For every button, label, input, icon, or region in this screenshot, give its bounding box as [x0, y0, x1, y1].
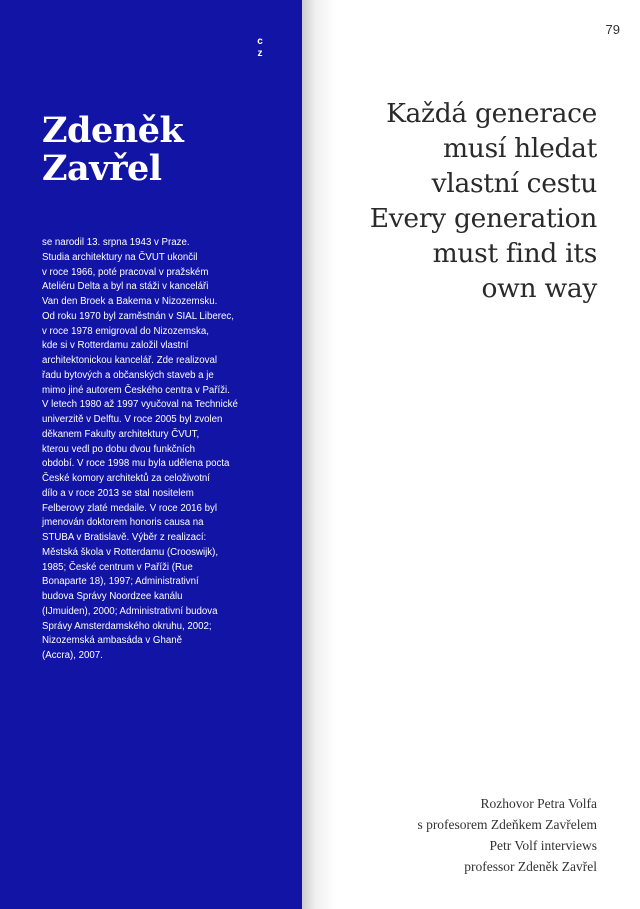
bio-line: řadu bytových a občanských staveb a je: [42, 369, 214, 381]
bio-line: (IJmuiden), 2000; Administrativní budova: [42, 605, 218, 617]
bio-line: kde si v Rotterdamu založil vlastní: [42, 340, 189, 352]
bio-line: dílo a v roce 2013 se stal nositelem: [42, 487, 194, 499]
credit-line: professor Zdeněk Zavřel: [464, 859, 597, 874]
author-name: [42, 112, 292, 188]
bio-line: České komory architektů za celoživotní: [42, 473, 210, 484]
bio-line: Nizozemská ambasáda v Ghaně: [42, 635, 183, 647]
title-en-line: Every generation: [369, 203, 597, 234]
language-code: [254, 36, 266, 60]
bio-line: Studia architektury na ČVUT ukončil: [42, 251, 198, 263]
bio-line: Od roku 1970 byl zaměstnán v SIAL Liberec,: [42, 310, 234, 322]
author-panel: [0, 0, 302, 909]
title-cz-line: Každá generace: [386, 98, 597, 129]
bio-line: Ateliéru Delta a byl na stáži v kanceláři: [42, 281, 209, 293]
author-name-line: Zdeněk: [42, 110, 184, 151]
author-name-line: Zavřel: [42, 148, 162, 189]
bio-line: architektonickou kancelář. Zde realizoval: [42, 355, 217, 366]
bio-line: Bonaparte 18), 1997; Administrativní: [42, 576, 199, 588]
language-code-letter: c: [257, 36, 263, 47]
bio-line: mimo jiné autorem Českého centra v Paříži.: [42, 384, 230, 396]
bio-line: Van den Broek a Bakema v Nizozemsku.: [42, 296, 218, 307]
title-en-line: must find its: [432, 238, 597, 269]
author-bio: [42, 236, 270, 664]
bio-line: Správy Amsterdamského okruhu, 2002;: [42, 620, 212, 632]
interview-credits: [337, 793, 597, 877]
bio-line: se narodil 13. srpna 1943 v Praze.: [42, 237, 190, 248]
bio-line: univerzitě v Delftu. V roce 2005 byl zvolen: [42, 414, 223, 425]
title-en-line: own way: [481, 273, 597, 304]
bio-line: V letech 1980 až 1997 vyučoval na Technické: [42, 399, 238, 411]
credit-line: Rozhovor Petra Volfa: [480, 796, 597, 811]
credit-line: Petr Volf interviews: [489, 838, 597, 853]
bio-line: 1985; České centrum v Paříži (Rue: [42, 561, 193, 573]
bio-line: (Accra), 2007.: [42, 650, 103, 661]
title-cz-line: vlastní cestu: [431, 168, 597, 199]
bio-line: v roce 1966, poté pracoval v pražském: [42, 266, 209, 278]
bio-line: budova Správy Noordzee kanálu: [42, 591, 183, 602]
bio-line: jmenován doktorem honoris causa na: [42, 517, 204, 529]
page-number: 79: [605, 22, 620, 37]
bio-line: v roce 1978 emigroval do Nizozemska,: [42, 325, 209, 337]
bio-line: Felberovy zlaté medaile. V roce 2016 byl: [42, 502, 218, 514]
bio-line: děkanem Fakulty architektury ČVUT,: [42, 428, 200, 440]
bio-line: STUBA v Bratislavě. Výběr z realizací:: [42, 532, 207, 543]
title-cz-line: musí hledat: [442, 133, 597, 164]
language-code-letter: z: [257, 48, 263, 59]
bio-line: období. V roce 1998 mu byla udělena pocta: [42, 458, 230, 470]
interview-title: [297, 96, 597, 306]
bio-line: kterou vedl po dobu dvou funkčních: [42, 443, 195, 455]
bio-line: Městská škola v Rotterdamu (Crooswijk),: [42, 546, 219, 558]
credit-line: s profesorem Zdeňkem Zavřelem: [417, 817, 597, 832]
